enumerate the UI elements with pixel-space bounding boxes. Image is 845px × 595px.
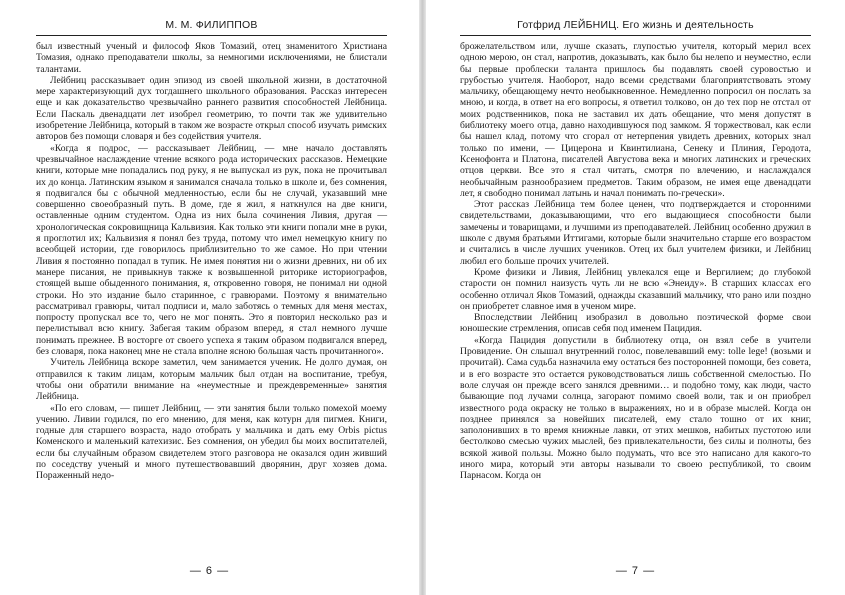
running-header: Готфрид ЛЕЙБНИЦ. Его жизнь и деятельность: [517, 19, 754, 31]
header-rule: [460, 35, 811, 36]
left-page: [0, 0, 419, 595]
book-gutter: [419, 0, 426, 595]
paragraph: был известный ученый и философ Яков Томазий, отец знаменитого Христиана Томазия, однако преподаватели школы, за немногими исключениями, не блистали талантами.: [36, 41, 387, 75]
paragraph: Впоследствии Лейбниц изобразил в довольно поэтической форме свои юношеские стремления, описав себя под именем Пацидия.: [460, 312, 811, 335]
paragraph: «Когда Пацидия допустили в библиотеку отца, он взял себе в учители Провидение. Он слышал внутренний голос, повелевавший ему: tolle lege! (возьми и прочитай). Сама судьба назначила ему остаться без посторонней помощи, без совета, и в его возрасте это остается руководствоваться лишь собственной смелостью. По воле случая он прежде всего занялся древними… и подобно тому, как люди, часто бывающие под лучами солнца, загорают помимо своей воли, так и он приобрел известного рода окраску не только в выражениях, но и в образе мыслей. Когда он позднее принялся за новейших писателей, ему стало тошно от их книг, заполонивших в то время книжные лавки, от этих мешков, набитых пустотою или бестолково смесью чужих мыслей, без привлекательности, без силы и полноты, без всякой живой пользы. Можно было подумать, что все это написано для какого-то иного мира, который эти авторы называли то своею республикой, то своим Парнасом. Когда он: [460, 334, 811, 482]
paragraph: Этот рассказ Лейбница тем более ценен, что подтверждается и сторонними свидетельствами, доказывающими, что его выдающиеся способности были замечены и товарищами, и лучшими из преподавателей. Лейбниц особенно дружил в школе с двумя братьями Иттигами, которые были значительно старше его возрастом и считались в числе лучших учеников. Отец их был учителем физики, и Лейбниц любил его больше прочих учителей.: [460, 199, 811, 267]
paragraph: «По его словам, — пишет Лейбниц, — эти занятия были только помехой моему учению. Ливии годился, по его мнению, для меня, как котурн для пигмея. Книги, годные для старшего возраста, надо отобрать у мальчика и дать ему Orbis pictus Коменского и маленький катехизис. Без сомнения, он убедил бы моих воспитателей, если бы случайным образом свидетелем этого разговора не оказался один живший по соседству ученый и много путешествовавший дворянин, друг хозяев дома. Пораженный недо-: [36, 402, 387, 482]
paragraph: брожелательством или, лучше сказать, глупостью учителя, который мерил всех одною мерою, он стал, напротив, доказывать, как было бы нелепо и неуместно, если бы первые проблески таланта пришлось бы подавлять своей суровостью и грубостью учителя. Наоборот, надо всеми средствами благоприятствовать этому мальчику, обещающему нечто необыкновенное. Немедленно попросил он послать за мною, и когда, в ответ на его вопросы, я ответил толково, он до тех пор не отстал от моих родственников, пока не заставил их дать обещание, что меня допустят в библиотеку моего отца, давно находившуюся под замком. Я торжествовал, как если бы нашел клад, потому что сгорал от нетерпения увидеть древних, которых знал только по имени, — Цицерона и Квинтилиана, Сенеку и Плиния, Геродота, Ксенофонта и Платона, писателей Августова века и многих латинских и греческих отцов церкви. Все это я стал читать, смотря по влечению, и наслаждался необычайным разнообразием предметов. Таким образом, не имея еще двенадцати лет, я свободно понимал латынь и начал понимать по-гречески».: [460, 41, 811, 199]
paragraph: Кроме физики и Ливия, Лейбниц увлекался еще и Вергилием; до глубокой старости он помнил наизусть чуть ли не всю «Энеиду». В старших классах его особенно отличал Яков Томазий, однажды сказавший мальчику, что рано или поздно он приобретет славное имя в ученом мире.: [460, 266, 811, 312]
page-body: [36, 41, 387, 482]
running-header: М. М. ФИЛИППОВ: [165, 19, 258, 31]
header-rule: [36, 35, 387, 36]
paragraph: «Когда я подрос, — рассказывает Лейбниц, — мне начало доставлять чрезвычайное наслаждение чтение всякого рода исторических рассказов. Немецкие книги, которые мне попадались под руку, я не выпускал из рук, пока не прочитывал их до конца. Латинским языком я занимался сначала только в школе и, без сомнения, я подвигался бы с обычной медленностью, если бы не случай, указавший мне совершенно своеобразный путь. В доме, где я жил, я наткнулся на две книги, оставленные одним студентом. Одна из них была сочинения Ливия, другая — хронологическая сокровищница Кальвизия. Как только эти книги попали мне в руки, я проглотил их; Кальвизия я понял без труда, потому что имел немецкую книгу по всеобщей истории, где говорилось приблизительно то же самое. Но при чтении Ливия я постоянно попадал в тупик. Не имея понятия ни о жизни древних, ни об их манере писания, не привыкнув также к возвышенной риторике историографов, стоящей выше обыденного понимания, я, откровенно говоря, не понимал ни одной строки. Но это издание было старинное, с гравюрами. Поэтому я внимательно рассматривал гравюры, читал подписи и, мало заботясь о темных для меня местах, попросту пропускал все то, чего не мог понять. Это я повторил несколько раз и перелистывал всю книгу. Забегая таким образом вперед, я стал немного лучше понимать прежнее. В восторге от своего успеха я таким образом подвигался вперед, без словаря, пока наконец мне не стала вполне ясною большая часть прочитанного».: [36, 142, 387, 358]
page-number: — 7 —: [615, 565, 656, 577]
page-number: — 6 —: [189, 565, 230, 577]
right-page: [426, 0, 845, 595]
paragraph: Учитель Лейбница вскоре заметил, чем занимается ученик. Не долго думая, он отправился к таким лицам, которым мальчик был отдан на воспитание, требуя, чтобы они обратили внимание на «неуместные и преждевременные» занятия Лейбница.: [36, 357, 387, 403]
page-body: [460, 41, 811, 482]
paragraph: Лейбниц рассказывает один эпизод из своей школьной жизни, в достаточной мере характеризующий дух тогдашнего школьного образования. Рассказ интересен еще и как доказательство чрезвычайно раннего развития способностей Лейбница. Если Паскаль двенадцати лет изобрел геометрию, то почти так же удивительно изобретение Лейбница, который в таком же возрасте открыл способ изучать римских авторов без помощи словаря и без содействия учителя.: [36, 74, 387, 143]
